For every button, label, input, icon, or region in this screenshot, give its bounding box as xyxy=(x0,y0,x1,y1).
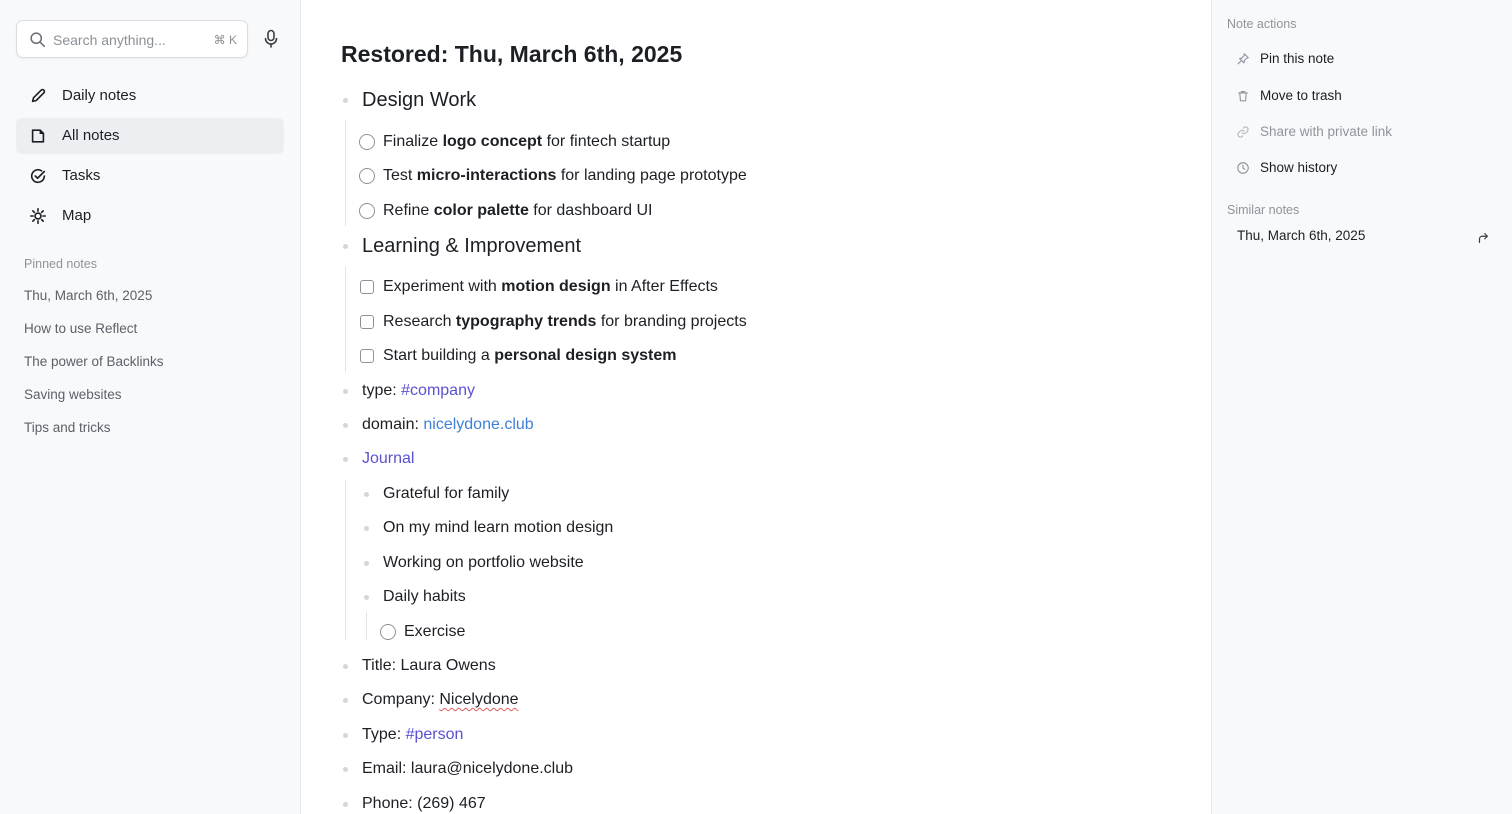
pinned-note-item[interactable]: Tips and tricks xyxy=(24,420,111,435)
nav-tasks[interactable] xyxy=(16,158,284,194)
search-icon xyxy=(29,31,46,48)
heading-learning: Learning & Improvement xyxy=(362,235,582,257)
pinned-note-item[interactable]: How to use Reflect xyxy=(24,321,138,336)
task-checkbox[interactable] xyxy=(360,280,374,294)
domain-link[interactable]: nicelydone.club xyxy=(423,416,534,433)
task-bold-text: motion design xyxy=(501,278,611,295)
task-text: Experiment with xyxy=(383,278,502,295)
journal-item: Working on portfolio website xyxy=(383,554,584,571)
task-checkbox[interactable] xyxy=(360,349,374,363)
task-text: Refine xyxy=(383,202,434,219)
search-placeholder: Search anything... xyxy=(53,32,166,48)
bullet-icon xyxy=(343,457,348,462)
task-radio[interactable] xyxy=(359,168,375,184)
task-text: for branding projects xyxy=(596,313,747,330)
nav-all-notes[interactable] xyxy=(16,118,284,154)
bullet-icon xyxy=(343,98,348,103)
task-bold-text: micro-interactions xyxy=(416,167,557,184)
open-note-arrow-icon[interactable] xyxy=(1476,231,1490,245)
pinned-note-item[interactable]: Thu, March 6th, 2025 xyxy=(24,288,153,303)
nav-daily-notes-label: Daily notes xyxy=(62,87,137,104)
bullet-icon xyxy=(364,492,369,497)
bullet-icon xyxy=(343,698,348,703)
bullet-icon xyxy=(343,802,348,807)
task-text: in After Effects xyxy=(610,278,718,295)
note-actions-title: Note actions xyxy=(1227,17,1297,31)
task-text: for fintech startup xyxy=(542,133,671,150)
indent-guide xyxy=(345,266,346,372)
journal-item: On my mind learn motion design xyxy=(383,519,614,536)
move-to-trash-label: Move to trash xyxy=(1260,88,1342,103)
bullet-icon xyxy=(343,664,348,669)
task-text: for landing page prototype xyxy=(556,167,747,184)
show-history-label: Show history xyxy=(1260,160,1338,175)
microphone-icon[interactable] xyxy=(262,29,280,49)
journal-item: Daily habits xyxy=(383,588,466,605)
pinned-note-item[interactable]: The power of Backlinks xyxy=(24,354,164,369)
task-text: Finalize xyxy=(383,133,443,150)
task-bold-text: color palette xyxy=(433,202,529,219)
task-radio[interactable] xyxy=(359,203,375,219)
bullet-icon xyxy=(343,733,348,738)
indent-guide xyxy=(366,612,367,640)
search-input[interactable] xyxy=(16,20,248,58)
task-text: Start building a xyxy=(383,347,495,364)
nav-daily-notes[interactable] xyxy=(16,78,284,114)
pin-note-label: Pin this note xyxy=(1260,51,1335,66)
task-text: Research xyxy=(383,313,456,330)
share-link-label: Share with private link xyxy=(1260,124,1393,139)
pinned-notes-title: Pinned notes xyxy=(24,257,97,271)
left-sidebar xyxy=(0,0,301,814)
bullet-icon xyxy=(364,526,369,531)
task-text: Test xyxy=(383,167,417,184)
property-label: Company: xyxy=(362,691,440,708)
tag-person[interactable]: #person xyxy=(405,726,464,743)
notes-icon xyxy=(29,127,47,145)
bullet-icon xyxy=(343,767,348,772)
tag-company[interactable]: #company xyxy=(401,382,475,399)
nav-map[interactable] xyxy=(16,198,284,234)
bullet-icon xyxy=(343,244,348,249)
bullet-icon xyxy=(343,389,348,394)
similar-notes-title: Similar notes xyxy=(1227,203,1300,217)
task-text: for dashboard UI xyxy=(528,202,653,219)
page-title: Restored: Thu, March 6th, 2025 xyxy=(341,41,683,67)
trash-icon xyxy=(1236,89,1250,103)
pinned-note-item[interactable]: Saving websites xyxy=(24,387,122,402)
pencil-icon xyxy=(29,87,47,105)
property-text: Phone: (269) 467 xyxy=(362,795,486,812)
task-bold-text: personal design system xyxy=(494,347,677,364)
nav-tasks-label: Tasks xyxy=(62,167,101,184)
link-icon xyxy=(1236,125,1250,139)
right-panel xyxy=(1211,0,1512,814)
journal-item: Grateful for family xyxy=(383,485,510,502)
task-checkbox[interactable] xyxy=(360,315,374,329)
indent-guide xyxy=(345,480,346,640)
indent-guide xyxy=(345,120,346,226)
property-label: type: xyxy=(362,382,402,399)
task-radio[interactable] xyxy=(380,624,396,640)
task-radio[interactable] xyxy=(359,134,375,150)
property-text: Email: laura@nicelydone.club xyxy=(362,760,574,777)
pin-icon xyxy=(1236,52,1250,66)
task-bold-text: logo concept xyxy=(442,133,543,150)
search-shortcut: ⌘ K xyxy=(213,33,237,47)
property-label: domain: xyxy=(362,416,424,433)
clock-icon xyxy=(1236,161,1250,175)
journal-link[interactable]: Journal xyxy=(362,450,415,467)
map-icon xyxy=(29,207,47,225)
property-text: Title: Laura Owens xyxy=(362,657,496,674)
note-editor[interactable] xyxy=(301,0,1211,814)
task-bold-text: typography trends xyxy=(455,313,597,330)
similar-note-item[interactable]: Thu, March 6th, 2025 xyxy=(1237,228,1366,243)
property-label: Type: xyxy=(362,726,406,743)
company-value: Nicelydone xyxy=(439,691,519,708)
bullet-icon xyxy=(364,561,369,566)
check-circle-icon xyxy=(29,167,47,185)
bullet-icon xyxy=(364,595,369,600)
task-text: Exercise xyxy=(404,623,466,640)
bullet-icon xyxy=(343,423,348,428)
nav-map-label: Map xyxy=(62,207,92,224)
heading-design-work: Design Work xyxy=(362,89,477,111)
nav-all-notes-label: All notes xyxy=(62,127,120,144)
